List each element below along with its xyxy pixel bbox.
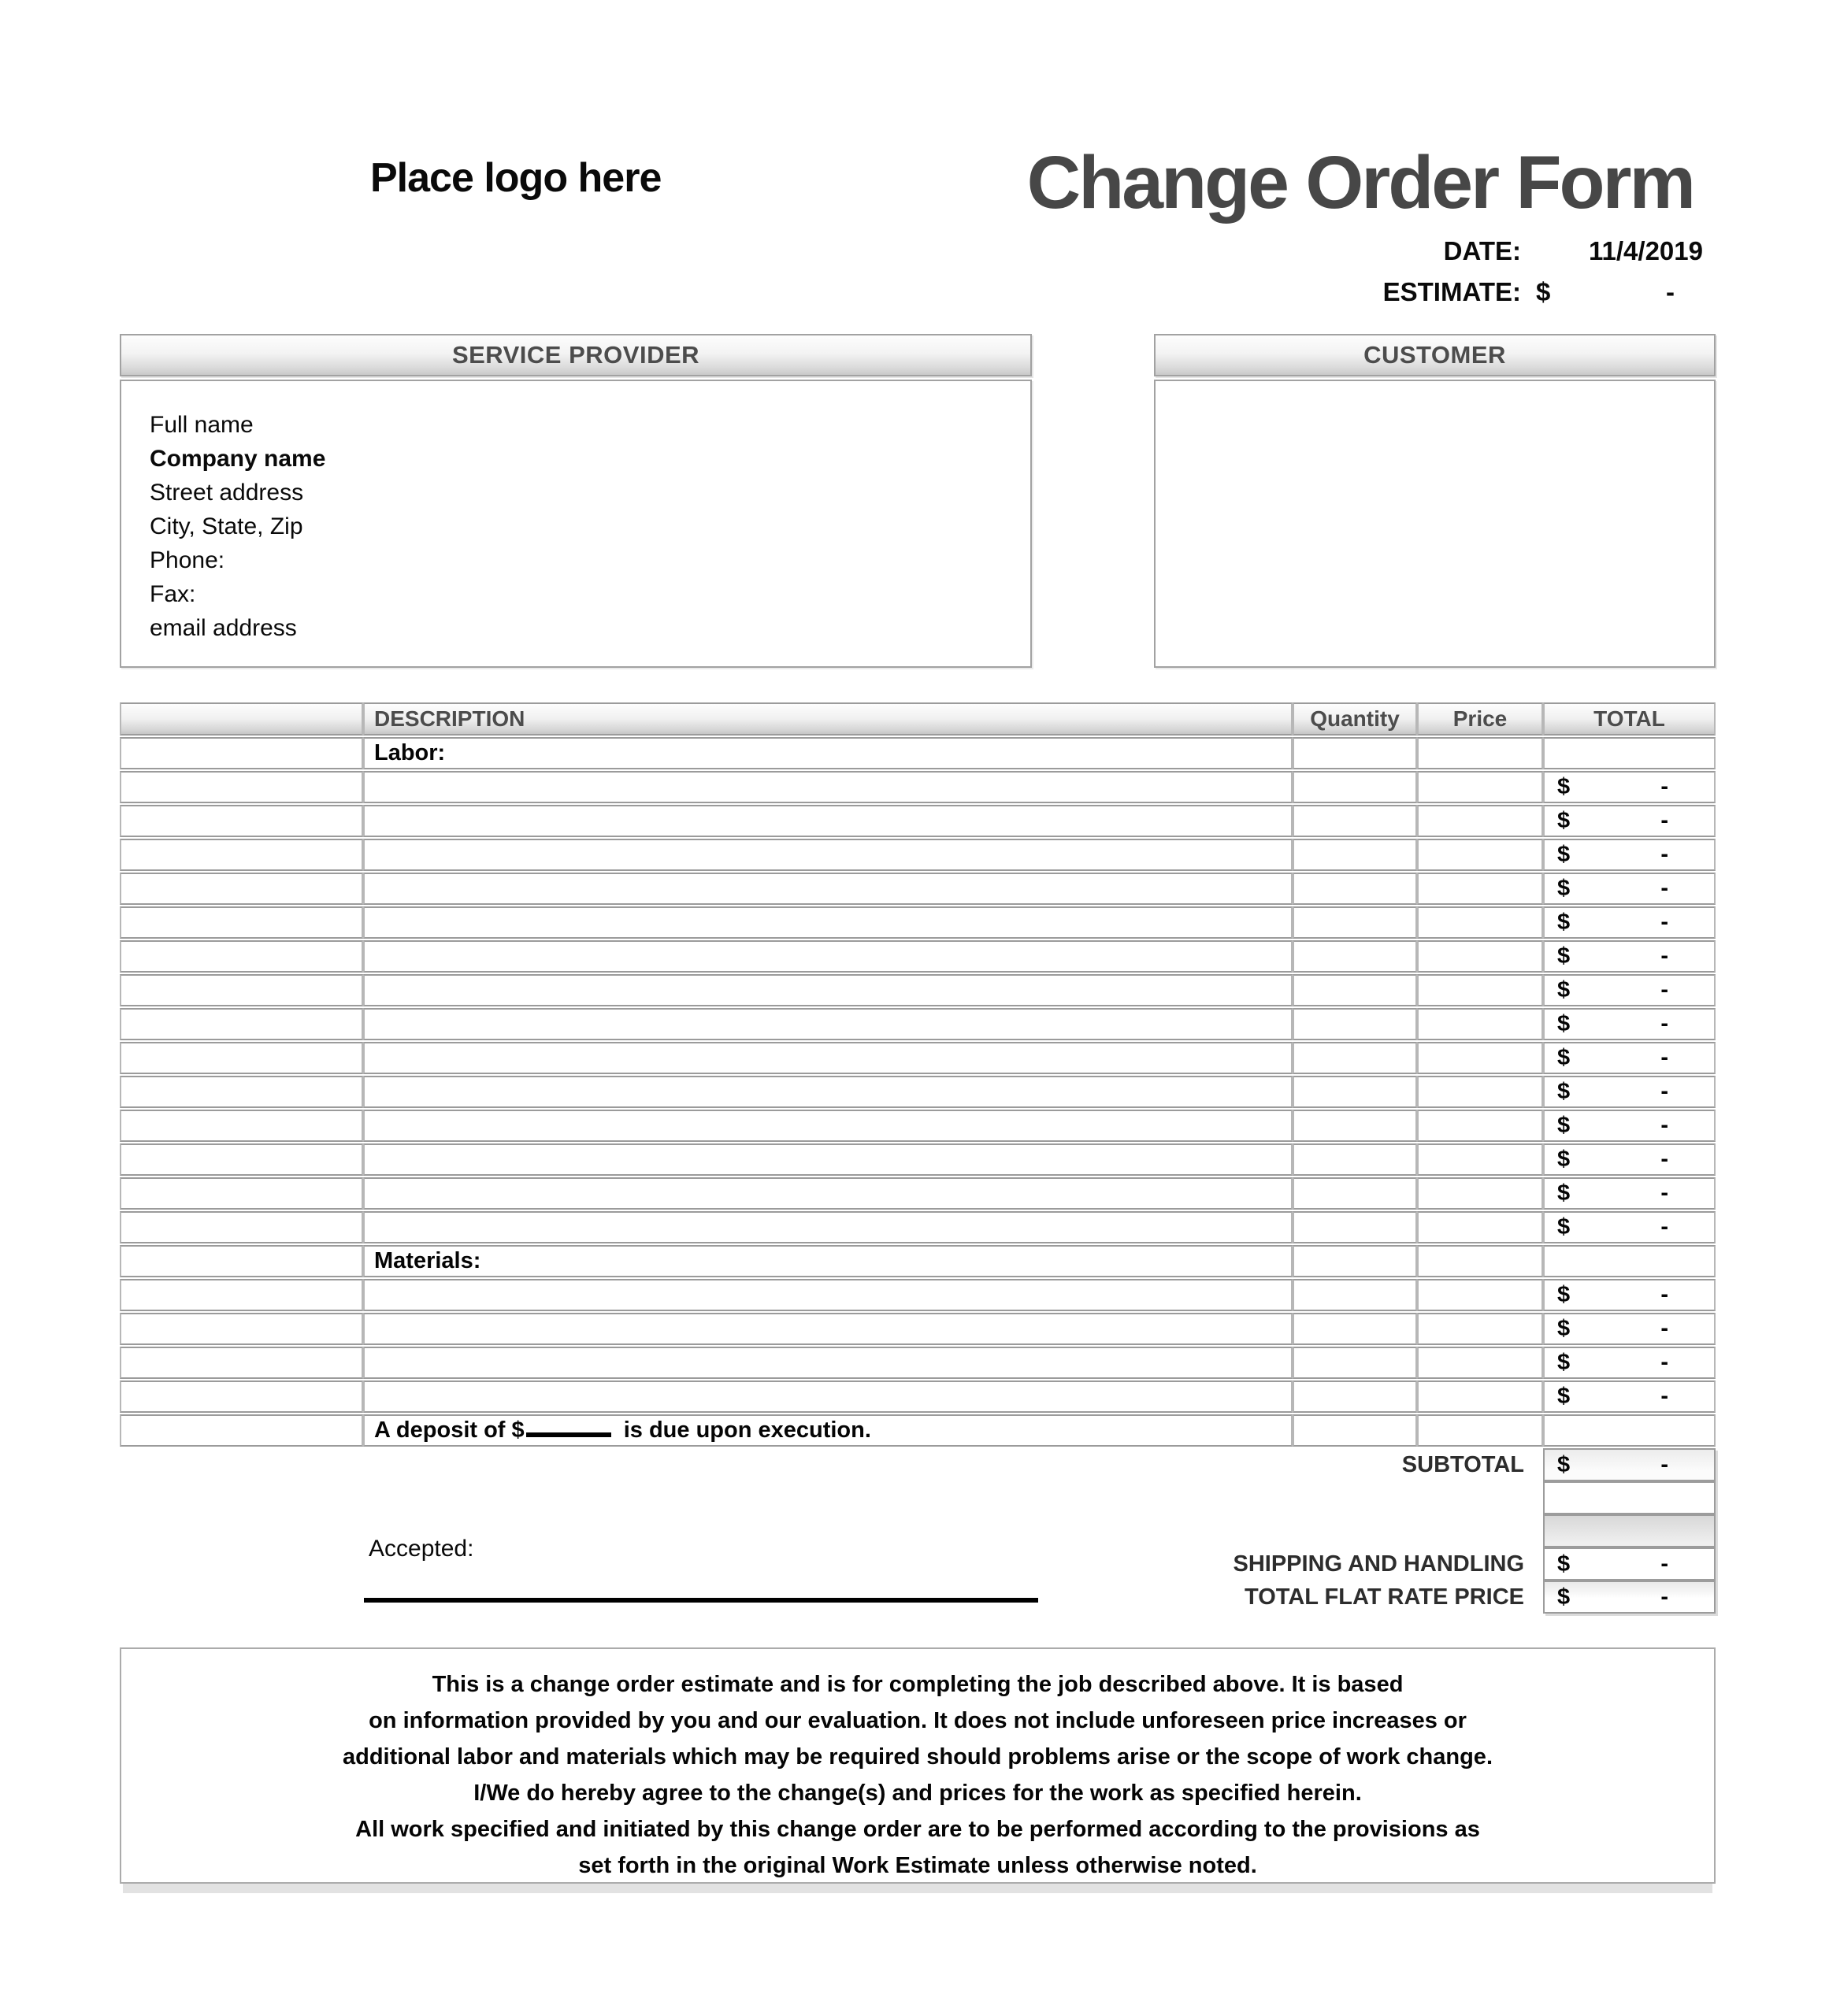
items-table: [120, 701, 1716, 1448]
description-cell[interactable]: Labor:: [363, 737, 1293, 769]
currency-symbol: $: [1557, 1113, 1571, 1138]
description-cell[interactable]: [363, 1279, 1293, 1311]
amount-value: -: [1660, 1079, 1668, 1104]
customer-header: CUSTOMER: [1154, 334, 1716, 376]
provider-info-line: Company name: [150, 446, 326, 472]
description-cell[interactable]: [363, 1008, 1293, 1040]
row-index-cell[interactable]: [120, 1414, 363, 1447]
labor-item-row: [120, 1076, 1716, 1108]
row-index-cell[interactable]: [120, 1211, 363, 1243]
price-cell[interactable]: [1417, 1279, 1543, 1311]
description-cell[interactable]: [363, 839, 1293, 871]
amount-value: -: [1660, 1316, 1668, 1341]
amount-value: -: [1660, 1147, 1668, 1172]
total-amount-cell[interactable]: [1543, 805, 1716, 837]
amount-value: -: [1660, 842, 1668, 867]
accepted-label: Accepted:: [369, 1536, 474, 1562]
service-provider-box: [120, 334, 1032, 668]
total-amount-cell[interactable]: [1543, 839, 1716, 871]
description-cell[interactable]: [363, 1110, 1293, 1142]
description-cell[interactable]: [363, 1143, 1293, 1176]
amount-value: -: [1660, 1045, 1668, 1070]
price-cell[interactable]: [1417, 1245, 1543, 1277]
total-flat-rate-cell[interactable]: [1543, 1581, 1716, 1614]
price-cell[interactable]: [1417, 805, 1543, 837]
row-index-cell[interactable]: [120, 1143, 363, 1176]
currency-symbol: $: [1557, 808, 1571, 833]
labor-item-row: [120, 1110, 1716, 1142]
quantity-cell[interactable]: [1293, 1177, 1417, 1210]
row-index-cell[interactable]: [120, 1347, 363, 1379]
total-amount-cell[interactable]: [1543, 873, 1716, 905]
quantity-cell[interactable]: [1293, 1211, 1417, 1243]
quantity-cell[interactable]: [1293, 737, 1417, 769]
labor-item-row: [120, 1042, 1716, 1074]
col-header-blank: [120, 702, 363, 736]
materials-section-row: [120, 1245, 1716, 1277]
amount-value: -: [1660, 1180, 1668, 1206]
labor-item-row: [120, 1177, 1716, 1210]
quantity-cell[interactable]: [1293, 1008, 1417, 1040]
amount-value: -: [1660, 1282, 1668, 1307]
items-table-header-row: [120, 702, 1716, 736]
total-amount-cell[interactable]: [1543, 1143, 1716, 1176]
amount-value: -: [1660, 1384, 1668, 1409]
price-cell[interactable]: [1417, 1347, 1543, 1379]
total-amount-cell[interactable]: [1543, 1110, 1716, 1142]
description-cell[interactable]: [363, 771, 1293, 803]
date-value[interactable]: 11/4/2019: [1589, 236, 1703, 265]
amount-value: -: [1660, 774, 1668, 799]
total-amount-cell[interactable]: [1543, 1313, 1716, 1345]
row-index-cell[interactable]: [120, 1008, 363, 1040]
description-cell[interactable]: Materials:: [363, 1245, 1293, 1277]
total-amount-cell[interactable]: [1543, 1042, 1716, 1074]
total-amount-cell[interactable]: [1543, 1008, 1716, 1040]
row-index-cell[interactable]: [120, 805, 363, 837]
total-amount-cell[interactable]: [1543, 1279, 1716, 1311]
description-cell[interactable]: [363, 906, 1293, 939]
service-provider-body: [120, 380, 1032, 668]
currency-symbol: $: [1557, 1180, 1571, 1206]
total-currency: $: [1557, 1584, 1571, 1610]
currency-symbol: $: [1557, 943, 1571, 969]
price-cell[interactable]: [1417, 940, 1543, 973]
quantity-cell[interactable]: [1293, 1245, 1417, 1277]
currency-symbol: $: [1557, 1011, 1571, 1036]
row-index-cell[interactable]: [120, 1177, 363, 1210]
provider-info-line: Street address: [150, 480, 304, 506]
row-index-cell[interactable]: [120, 1380, 363, 1413]
labor-item-row: [120, 1143, 1716, 1176]
quantity-cell[interactable]: [1293, 771, 1417, 803]
signature-line[interactable]: [364, 1598, 1038, 1603]
quantity-cell[interactable]: [1293, 1042, 1417, 1074]
currency-symbol: $: [1557, 842, 1571, 867]
row-index-cell[interactable]: [120, 1076, 363, 1108]
disclaimer-line: This is a change order estimate and is for completing the job described above. It is based: [432, 1672, 1404, 1697]
labor-item-row: [120, 1211, 1716, 1243]
description-cell[interactable]: [363, 1076, 1293, 1108]
labor-item-row: [120, 771, 1716, 803]
price-cell[interactable]: [1417, 839, 1543, 871]
customer-box: [1154, 334, 1716, 668]
quantity-cell[interactable]: [1293, 873, 1417, 905]
deposit-text-suffix: is due upon execution.: [617, 1418, 871, 1443]
shipping-label: SHIPPING AND HANDLING: [1233, 1551, 1524, 1577]
row-index-cell[interactable]: [120, 1279, 363, 1311]
amount-value: -: [1660, 808, 1668, 833]
page-title: Change Order Form: [1026, 141, 1694, 224]
total-cell-blank[interactable]: [1543, 737, 1716, 769]
amount-value: -: [1660, 1214, 1668, 1240]
disclaimer-line: additional labor and materials which may be required should problems arise or the scope of work change.: [342, 1744, 1493, 1770]
total-amount-cell[interactable]: [1543, 974, 1716, 1006]
amount-value: -: [1660, 943, 1668, 969]
deposit-description-cell: [363, 1414, 1293, 1447]
row-index-cell[interactable]: [120, 1110, 363, 1142]
price-cell[interactable]: [1417, 1110, 1543, 1142]
price-cell[interactable]: [1417, 974, 1543, 1006]
total-amount-cell[interactable]: [1543, 771, 1716, 803]
description-cell[interactable]: [363, 873, 1293, 905]
date-label: DATE:: [1443, 236, 1521, 265]
price-cell[interactable]: [1417, 1076, 1543, 1108]
provider-info-line: City, State, Zip: [150, 513, 303, 539]
quantity-cell[interactable]: [1293, 1347, 1417, 1379]
total-amount-cell[interactable]: [1543, 1380, 1716, 1413]
provider-info-line: Fax:: [150, 581, 196, 607]
totals-spacer-cell: [1543, 1481, 1716, 1514]
row-index-cell[interactable]: [120, 771, 363, 803]
deposit-text-prefix: A deposit of $: [374, 1418, 525, 1443]
shipping-currency: $: [1557, 1551, 1571, 1577]
labor-section-row: [120, 737, 1716, 769]
materials-item-row: [120, 1347, 1716, 1379]
currency-symbol: $: [1557, 1282, 1571, 1307]
quantity-cell[interactable]: [1293, 940, 1417, 973]
description-cell[interactable]: [363, 1177, 1293, 1210]
amount-value: -: [1660, 1350, 1668, 1375]
col-header-quantity: Quantity: [1293, 702, 1417, 736]
amount-value: -: [1660, 977, 1668, 1002]
price-cell[interactable]: [1417, 771, 1543, 803]
estimate-value[interactable]: -: [1666, 277, 1675, 306]
description-cell[interactable]: [363, 940, 1293, 973]
customer-body[interactable]: [1154, 380, 1716, 668]
row-index-cell[interactable]: [120, 839, 363, 871]
total-flat-rate-label: TOTAL FLAT RATE PRICE: [1245, 1584, 1524, 1610]
row-index-cell[interactable]: [120, 974, 363, 1006]
provider-info-line: Phone:: [150, 547, 225, 573]
subtotal-label: SUBTOTAL: [1401, 1452, 1524, 1477]
provider-info-line: email address: [150, 615, 297, 641]
price-cell[interactable]: [1417, 1177, 1543, 1210]
amount-value: -: [1660, 876, 1668, 901]
currency-symbol: $: [1557, 1214, 1571, 1240]
total-amount-cell[interactable]: [1543, 1177, 1716, 1210]
labor-item-row: [120, 906, 1716, 939]
disclaimer-line: I/We do hereby agree to the change(s) and prices for the work as specified herein.: [473, 1781, 1362, 1806]
service-provider-header: SERVICE PROVIDER: [120, 334, 1032, 376]
total-amount-cell[interactable]: [1543, 906, 1716, 939]
price-cell[interactable]: [1417, 1008, 1543, 1040]
disclaimer-line: set forth in the original Work Estimate unless otherwise noted.: [578, 1853, 1257, 1878]
description-cell[interactable]: [363, 805, 1293, 837]
estimate-currency: $: [1536, 277, 1551, 306]
disclaimer-line: on information provided by you and our evaluation. It does not include unforeseen price increases or: [369, 1708, 1467, 1733]
materials-item-row: [120, 1279, 1716, 1311]
price-cell[interactable]: [1417, 1211, 1543, 1243]
currency-symbol: $: [1557, 1147, 1571, 1172]
disclaimer-line: All work specified and initiated by this change order are to be performed according to the provisions as: [355, 1817, 1480, 1842]
shipping-value: -: [1660, 1551, 1668, 1577]
deposit-row: [120, 1414, 1716, 1447]
subtotal-value: -: [1660, 1451, 1668, 1477]
row-index-cell[interactable]: [120, 1245, 363, 1277]
total-amount-cell[interactable]: [1543, 1076, 1716, 1108]
row-index-cell[interactable]: [120, 940, 363, 973]
total-cell-blank[interactable]: [1543, 1414, 1716, 1447]
price-cell[interactable]: [1417, 1414, 1543, 1447]
quantity-cell[interactable]: [1293, 805, 1417, 837]
col-header-total: TOTAL: [1543, 702, 1716, 736]
quantity-cell[interactable]: [1293, 1414, 1417, 1447]
totals-gray-cell: [1543, 1514, 1716, 1547]
quantity-cell[interactable]: [1293, 906, 1417, 939]
materials-item-row: [120, 1380, 1716, 1413]
quantity-cell[interactable]: [1293, 1076, 1417, 1108]
price-cell[interactable]: [1417, 906, 1543, 939]
amount-value: -: [1660, 1113, 1668, 1138]
subtotal-currency: $: [1557, 1451, 1571, 1477]
currency-symbol: $: [1557, 977, 1571, 1002]
col-header-price: Price: [1417, 702, 1543, 736]
logo-placeholder: Place logo here: [370, 155, 662, 201]
row-index-cell[interactable]: [120, 737, 363, 769]
labor-item-row: [120, 805, 1716, 837]
quantity-cell[interactable]: [1293, 974, 1417, 1006]
quantity-cell[interactable]: [1293, 1110, 1417, 1142]
quantity-cell[interactable]: [1293, 839, 1417, 871]
labor-item-row: [120, 974, 1716, 1006]
total-amount-cell[interactable]: [1543, 940, 1716, 973]
description-cell[interactable]: [363, 1313, 1293, 1345]
materials-item-row: [120, 1313, 1716, 1345]
row-index-cell[interactable]: [120, 1313, 363, 1345]
amount-value: -: [1660, 1011, 1668, 1036]
currency-symbol: $: [1557, 1079, 1571, 1104]
total-cell-blank[interactable]: [1543, 1245, 1716, 1277]
shipping-cell[interactable]: [1543, 1547, 1716, 1581]
currency-symbol: $: [1557, 1350, 1571, 1375]
labor-item-row: [120, 1008, 1716, 1040]
quantity-cell[interactable]: [1293, 1380, 1417, 1413]
price-cell[interactable]: [1417, 873, 1543, 905]
description-cell[interactable]: [363, 974, 1293, 1006]
description-cell[interactable]: [363, 1347, 1293, 1379]
description-cell[interactable]: [363, 1042, 1293, 1074]
price-cell[interactable]: [1417, 1042, 1543, 1074]
currency-symbol: $: [1557, 910, 1571, 935]
description-cell[interactable]: [363, 1211, 1293, 1243]
estimate-label: ESTIMATE:: [1382, 277, 1521, 306]
total-value: -: [1660, 1584, 1668, 1610]
col-header-description: DESCRIPTION: [363, 702, 1293, 736]
currency-symbol: $: [1557, 1316, 1571, 1341]
currency-symbol: $: [1557, 1384, 1571, 1409]
disclaimer-box: [120, 1647, 1716, 1884]
currency-symbol: $: [1557, 774, 1571, 799]
description-cell[interactable]: [363, 1380, 1293, 1413]
price-cell[interactable]: [1417, 1143, 1543, 1176]
provider-info-line: Full name: [150, 412, 254, 438]
price-cell[interactable]: [1417, 1313, 1543, 1345]
quantity-cell[interactable]: [1293, 1279, 1417, 1311]
labor-item-row: [120, 940, 1716, 973]
total-amount-cell[interactable]: [1543, 1211, 1716, 1243]
labor-item-row: [120, 873, 1716, 905]
total-amount-cell[interactable]: [1543, 1347, 1716, 1379]
price-cell[interactable]: [1417, 737, 1543, 769]
row-index-cell[interactable]: [120, 906, 363, 939]
currency-symbol: $: [1557, 876, 1571, 901]
subtotal-cell[interactable]: [1543, 1448, 1716, 1481]
deposit-amount-blank[interactable]: [526, 1421, 611, 1437]
currency-symbol: $: [1557, 1045, 1571, 1070]
price-cell[interactable]: [1417, 1380, 1543, 1413]
row-index-cell[interactable]: [120, 1042, 363, 1074]
quantity-cell[interactable]: [1293, 1143, 1417, 1176]
row-index-cell[interactable]: [120, 873, 363, 905]
quantity-cell[interactable]: [1293, 1313, 1417, 1345]
labor-item-row: [120, 839, 1716, 871]
amount-value: -: [1660, 910, 1668, 935]
